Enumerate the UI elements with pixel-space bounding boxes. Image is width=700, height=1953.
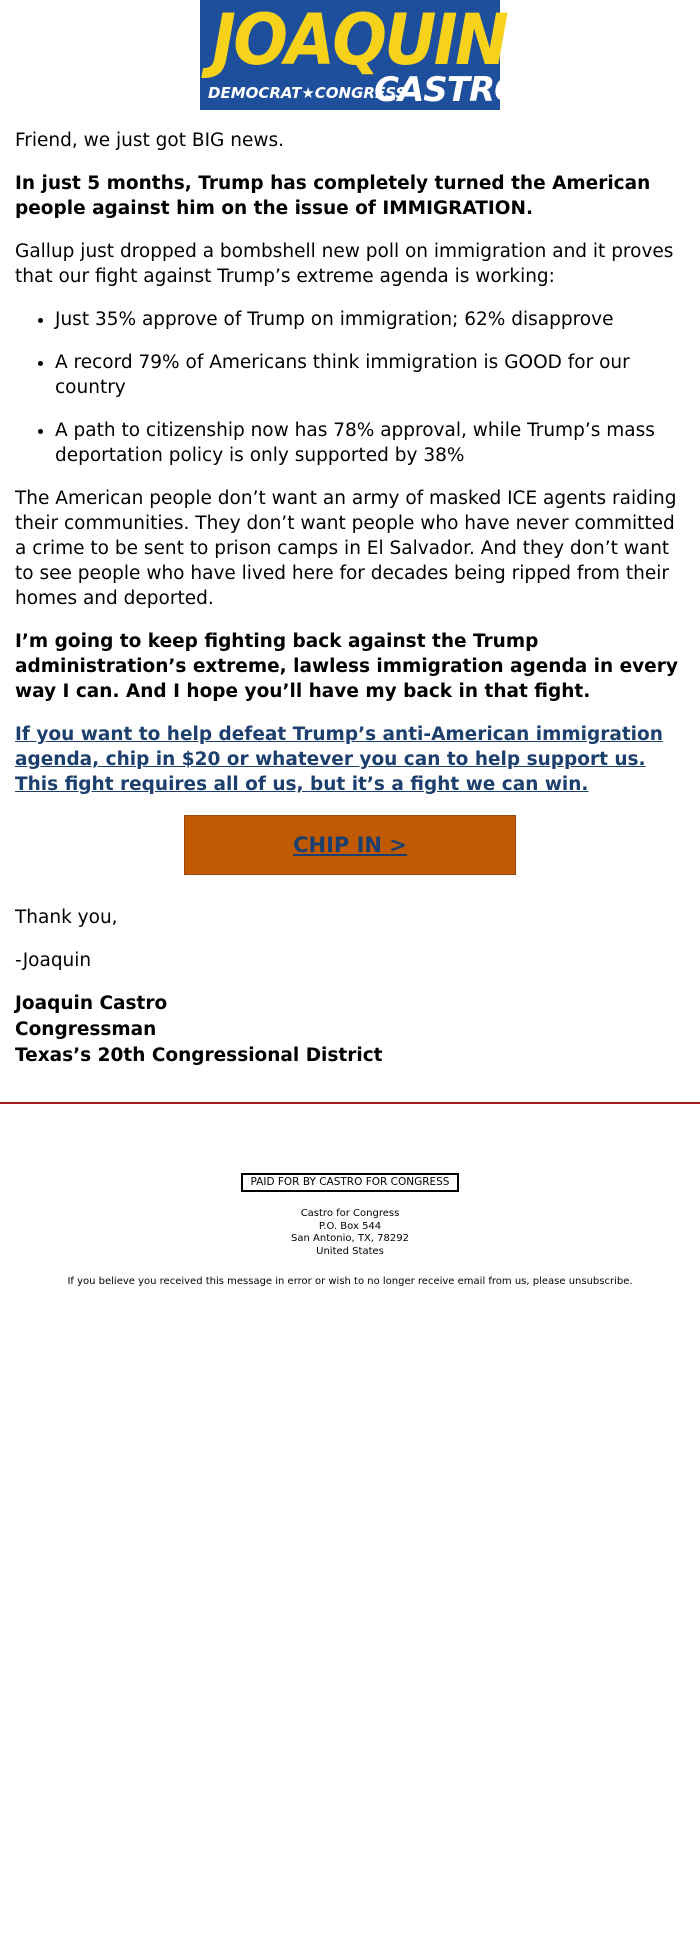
- bullet-citizenship: • A path to citizenship now has 78% approval, while Trump’s mass deportation policy is only supported by 38%: [55, 418, 685, 468]
- signature-block: [15, 991, 685, 1069]
- signature-title: Congressman: [15, 1019, 157, 1040]
- mailing-address: [0, 1208, 700, 1258]
- thanks-text: Thank you,: [15, 907, 118, 928]
- poll-bullet-list: [15, 307, 685, 468]
- chip-in-button[interactable]: CHIP IN >: [184, 815, 516, 875]
- ice-paragraph: The American people don’t want an army of masked ICE agents raiding their communities. They don’t want people who have never committed a crime to be sent to prison camps in El Salvador. And they don’t want to see people who have lived here for decades being ripped from their homes and deported.: [15, 488, 677, 609]
- logo-tagline: DEMOCRAT★CONGRESS: [208, 84, 407, 102]
- bullet-immigration-good: • A record 79% of Americans think immigration is GOOD for our country: [55, 350, 685, 400]
- pledge-paragraph: I’m going to keep fighting back against the Trump administration’s extreme, lawless immigration agenda in every way I can. And I hope you’ll have my back in that fight.: [15, 631, 678, 702]
- headline: In just 5 months, Trump has completely turned the American people against him on the issue of IMMIGRATION.: [15, 173, 651, 219]
- signature-name: Joaquin Castro: [15, 993, 168, 1014]
- signature-district: Texas’s 20th Congressional District: [15, 1045, 383, 1066]
- intro-paragraph: Gallup just dropped a bombshell new poll on immigration and it proves that our fight against Trump’s extreme agenda is working:: [15, 241, 674, 287]
- address-po-box: P.O. Box 544: [318, 1220, 382, 1232]
- button-container: [15, 815, 685, 875]
- signoff-text: -Joaquin: [15, 950, 92, 971]
- address-city: San Antonio, TX, 78292: [291, 1233, 409, 1244]
- email-body: [15, 128, 685, 1069]
- email-footer: [0, 1173, 700, 1288]
- footer-divider: [0, 1102, 700, 1104]
- paid-for-disclaimer: PAID FOR BY CASTRO FOR CONGRESS: [241, 1173, 460, 1192]
- donate-ask-link[interactable]: If you want to help defeat Trump’s anti-American immigration agenda, chip in $20 or whatever you can to help support us. This fight requires all of us, but it’s a fight we can win.: [15, 724, 663, 795]
- campaign-logo: [200, 0, 523, 110]
- greeting: Friend, we just got BIG news.: [15, 130, 284, 151]
- address-org: Castro for Congress: [300, 1208, 400, 1219]
- logo-surname: CASTRO: [374, 70, 523, 110]
- logo-name: JOAQUIN: [212, 0, 507, 81]
- bullet-approval: • Just 35% approve of Trump on immigration; 62% disapprove: [55, 307, 685, 332]
- address-country: United States: [316, 1245, 384, 1257]
- unsubscribe-notice[interactable]: If you believe you received this message in error or wish to no longer receive email from us, please unsubscribe.: [67, 1276, 633, 1287]
